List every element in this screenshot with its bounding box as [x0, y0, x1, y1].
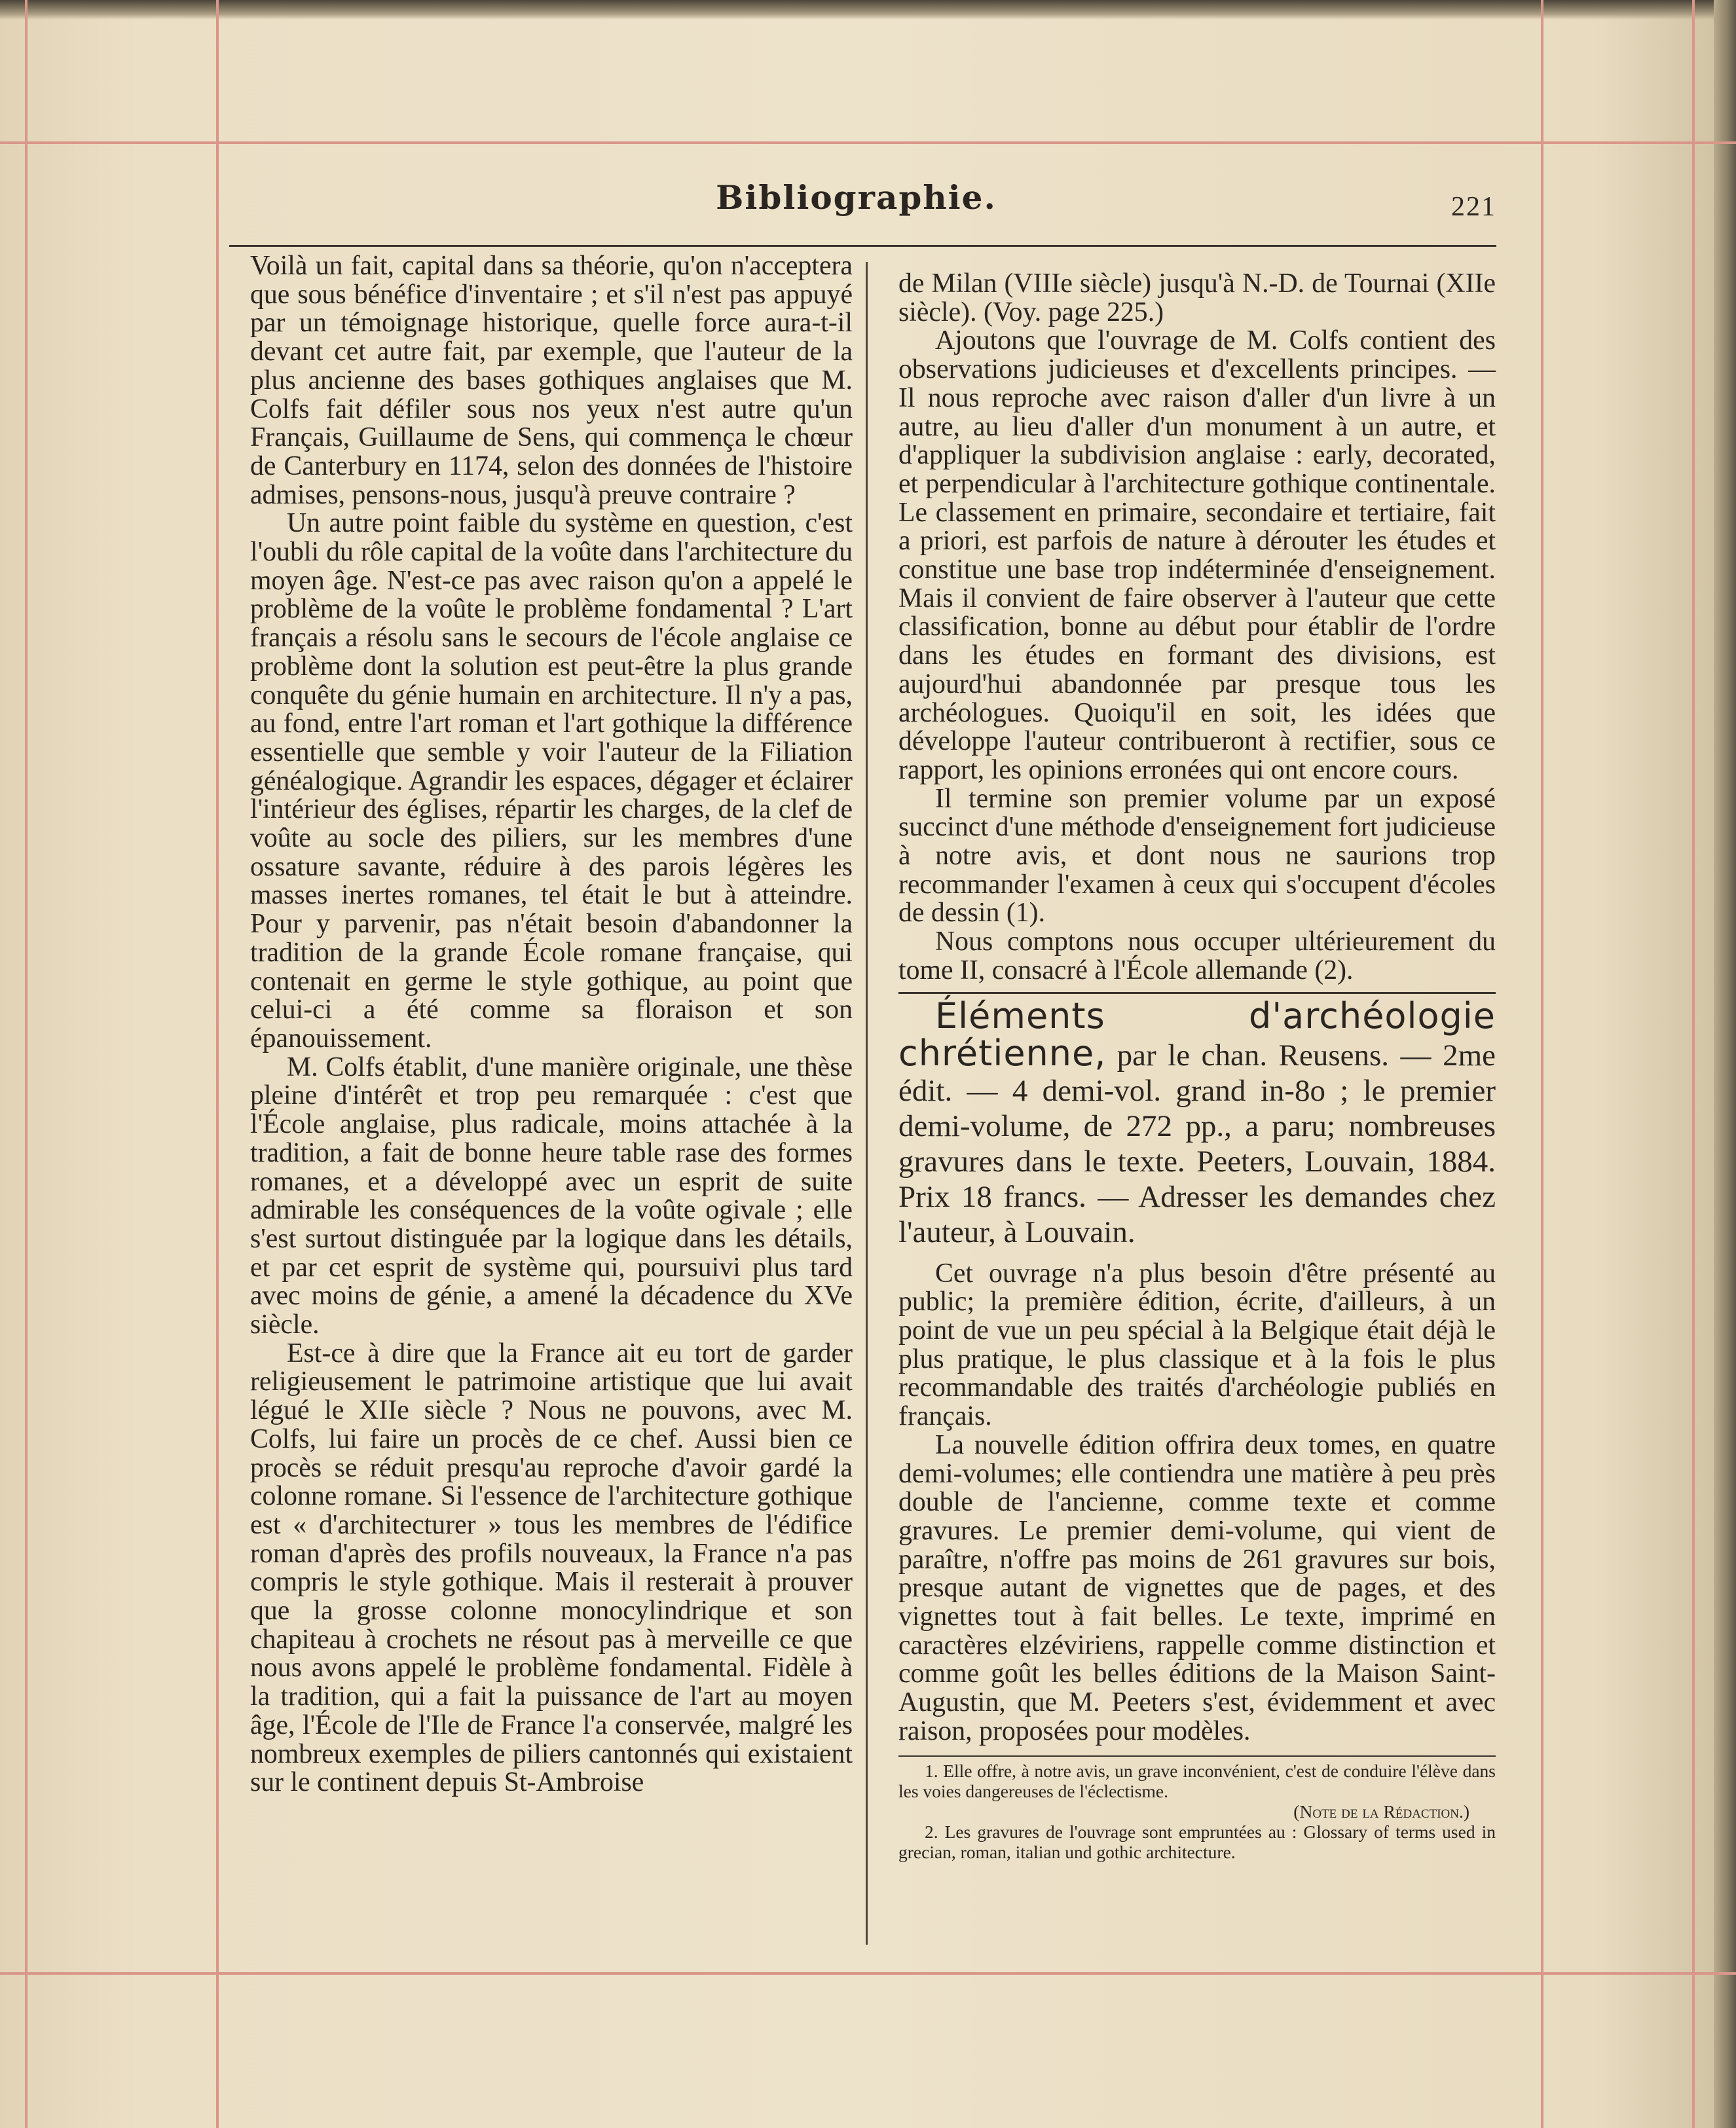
paragraph: Nous comptons nous occuper ultérieurement du tome II, consacré à l'École allemande (2).: [898, 926, 1496, 985]
header-rule: [229, 245, 1496, 247]
margin-rule-right: [1541, 0, 1543, 2128]
section-subtitle: par le chan. Reusens. — 2me édit. — 4 demi-vol. grand in-8o ; le premier demi-volume, de 272 pp., a paru; nombreuses gravures dans le texte. Peeters, Louvain, 1884. Prix 18 francs. — Adresser les demandes chez l'auteur, à Louvain.: [898, 1038, 1496, 1249]
running-head: [216, 175, 1496, 228]
footnote: 2. Les gravures de l'ouvrage sont empruntées au : Glossary of terms used in grecian, roman, italian und gothic architecture.: [898, 1821, 1496, 1862]
paragraph: Il termine son premier volume par un exposé succinct d'une méthode d'enseignement fort judicieuse à notre avis, et dont nous ne saurions trop recommander l'examen à ceux qui s'occupent d'écoles de dessin (1).: [898, 783, 1496, 928]
running-title: Bibliographie.: [716, 178, 997, 217]
page-top-edge: [0, 0, 1736, 20]
paragraph: de Milan (VIIIe siècle) jusqu'à N.-D. de Tournai (XIIe siècle). (Voy. page 225.): [898, 268, 1496, 327]
paragraph: Un autre point faible du système en question, c'est l'oubli du rôle capital de la voûte dans l'architecture du moyen âge. N'est-ce pas avec raison qu'on a appelé le problème de la voûte le problème fondamental ? L'art français a résolu sans le secours de l'école anglaise ce problème dont la solution est peut-être la plus grande conquête du génie humain en architecture. Il n'y a pas, au fond, entre l'art roman et l'art gothique la différence essentielle que semble y voir l'auteur de la Filiation généalogique. Agrandir les espaces, dégager et éclairer l'intérieur des églises, répartir les charges, de la clef de voûte au socle des piliers, sur les membres d'une ossature savante, réduire à des parois légères les masses inertes romanes, tel était le but à atteindre. Pour y parvenir, pas n'était besoin d'abandonner la tradition de la grande École romane française, qui contenait en germe le style gothique, au point que celui-ci a été comme sa floraison et son épanouissement.: [250, 508, 853, 1054]
footnote: 1. Elle offre, à notre avis, un grave inconvénient, c'est de conduire l'élève dans les voies dangereuses de l'éclectisme.: [898, 1760, 1496, 1801]
paragraph: Ajoutons que l'ouvrage de M. Colfs contient des observations judicieuses et d'excellents principes. — Il nous reproche avec raison d'aller d'un livre à un autre, au lieu d'aller d'un monument à un autre, et d'appliquer la subdivision anglaise : early, decorated, et perpendicular à l'architecture gothique continentale. Le classement en primaire, secondaire et tertiaire, fait a priori, est parfois de nature à dérouter les études et constitue une base trop indéterminée d'enseignement. Mais il convient de faire observer à l'auteur que cette classification, bonne au début pour établir de l'ordre dans les études en formant des divisions, est aujourd'hui abandonnée par presque tous les archéologues. Quoiqu'il en soit, les idées que développe l'auteur contribueront à rectifier, sous ce rapport, les opinions erronées qui ont encore cours.: [898, 325, 1496, 785]
margin-rule-left-outer: [25, 0, 28, 2128]
paragraph: Cet ouvrage n'a plus besoin d'être présenté au public; la première édition, écrite, d'ailleurs, à un point de vue un peu spécial à la Belgique était déjà le plus pratique, le plus classique et à la fois le plus recommandable des traités d'archéologie publiés en français.: [898, 1258, 1496, 1432]
footnote-attribution: (Note de la Rédaction.): [1293, 1801, 1469, 1822]
margin-rule-right-outer: [1692, 0, 1695, 2128]
column-divider: [866, 262, 868, 1945]
paragraph: Voilà un fait, capital dans sa théorie, qu'on n'acceptera que sous bénéfice d'inventaire ; et s'il n'est pas appuyé par un témoignage historique, quelle force aura-t-il devant cet autre fait, par exemple, que l'auteur de la plus ancienne des bases gothiques anglaises que M. Colfs fait défiler sous nos yeux n'est autre qu'un Français, Guillaume de Sens, qui commença le chœur de Canterbury en 1174, selon des données de l'histoire admises, pensons-nous, jusqu'à preuve contraire ?: [250, 251, 853, 510]
footnotes: [898, 1761, 1496, 1862]
section-title: Éléments d'archéologie chrétienne,: [898, 995, 1496, 1074]
right-column: [898, 270, 1496, 1862]
page-number: 221: [1451, 192, 1496, 222]
section-heading: [898, 995, 1496, 1251]
left-column: [250, 252, 853, 1797]
section-rule: [898, 992, 1496, 994]
margin-rule-top: [0, 141, 1736, 144]
book-spine: [1714, 0, 1736, 2128]
margin-rule-bottom: [0, 1972, 1736, 1975]
margin-rule-left: [216, 0, 219, 2128]
paragraph: Est-ce à dire que la France ait eu tort de garder religieusement le patrimoine artistique que lui avait légué le XIIe siècle ? Nous ne pouvons, avec M. Colfs, lui faire un procès de ce chef. Aussi bien ce procès se réduit presqu'au reproche d'avoir gardé la colonne romane. Si l'essence de l'architecture gothique est « d'architecturer » tous les membres de l'édifice roman d'après des profils nouveaux, la France n'a pas compris le style gothique. Mais il resterait à prouver que la grosse colonne monocylindrique et son chapiteau à crochets ne résout pas à merveille ce que nous avons appelé le problème fondamental. Fidèle à la tradition, qui a fait la puissance de l'art au moyen âge, l'École de l'Ile de France l'a conservée, malgré les nombreux exemples de piliers cantonnés qui existaient sur le continent depuis St-Ambroise: [250, 1338, 853, 1798]
paragraph: M. Colfs établit, d'une manière originale, une thèse pleine d'intérêt et trop peu remarquée : c'est que l'École anglaise, plus radicale, moins attachée à la tradition, a fait de bonne heure table rase des formes romanes, et a développé avec un esprit de suite admirable les conséquences de la voûte ogivale ; elle s'est surtout distinguée par la logique dans les détails, et par cet esprit de système qui, poursuivi plus tard avec moins de génie, a amené la décadence du XVe siècle.: [250, 1052, 853, 1340]
paragraph: La nouvelle édition offrira deux tomes, en quatre demi-volumes; elle contiendra une matière à peu près double de l'ancienne, comme texte et comme gravures. Le premier demi-volume, qui vient de paraître, n'offre pas moins de 261 gravures sur bois, presque autant de vignettes que de pages, et des vignettes tout à fait belles. Le texte, imprimé en caractères elzéviriens, rappelle comme distinction et comme goût les belles éditions de la Maison Saint-Augustin, que M. Peeters s'est, évidemment et avec raison, proposées pour modèles.: [898, 1429, 1496, 1746]
footnote-rule: [898, 1755, 1496, 1757]
